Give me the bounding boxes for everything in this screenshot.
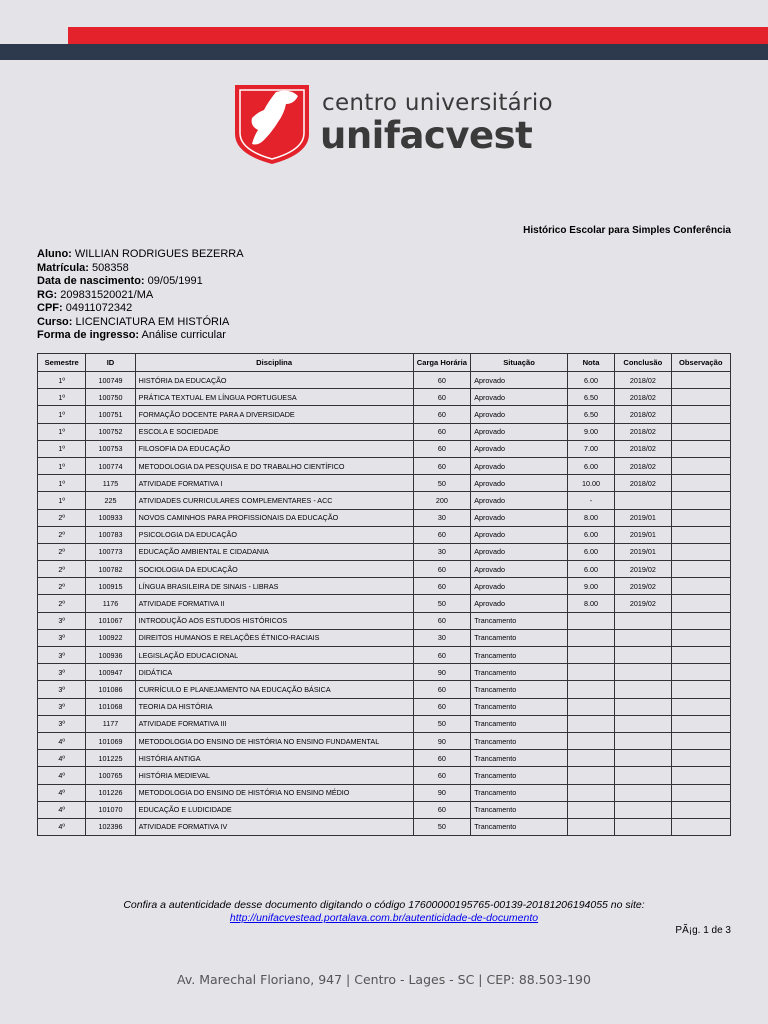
table-cell: 50	[413, 595, 471, 612]
table-cell: Trancamento	[471, 647, 568, 664]
table-cell: 2018/02	[615, 372, 671, 389]
table-cell: 3º	[38, 629, 86, 646]
column-header: ID	[86, 354, 135, 372]
table-cell: Trancamento	[471, 784, 568, 801]
table-cell: Aprovado	[471, 457, 568, 474]
table-cell: 1º	[38, 475, 86, 492]
brand-line-2: unifacvest	[320, 114, 533, 157]
table-row	[38, 440, 731, 457]
table-cell	[567, 681, 614, 698]
table-cell: 6.00	[567, 457, 614, 474]
table-cell: 2018/02	[615, 406, 671, 423]
table-cell	[671, 509, 730, 526]
table-cell	[671, 681, 730, 698]
table-cell: 3º	[38, 715, 86, 732]
column-header: Carga Horária	[413, 354, 471, 372]
table-cell: ESCOLA E SOCIEDADE	[135, 423, 413, 440]
table-cell: Trancamento	[471, 681, 568, 698]
table-cell: 100752	[86, 423, 135, 440]
table-cell: 100749	[86, 372, 135, 389]
table-cell: 200	[413, 492, 471, 509]
table-row	[38, 784, 731, 801]
table-cell	[671, 389, 730, 406]
table-cell: 60	[413, 457, 471, 474]
column-header: Disciplina	[135, 354, 413, 372]
table-cell: FILOSOFIA DA EDUCAÇÃO	[135, 440, 413, 457]
table-cell: 100783	[86, 526, 135, 543]
table-cell: 101067	[86, 612, 135, 629]
table-cell: 3º	[38, 698, 86, 715]
table-cell: 60	[413, 681, 471, 698]
table-cell	[615, 715, 671, 732]
table-cell: Aprovado	[471, 526, 568, 543]
table-row	[38, 509, 731, 526]
table-row	[38, 423, 731, 440]
table-cell: Trancamento	[471, 698, 568, 715]
table-cell	[615, 784, 671, 801]
table-cell: 2019/02	[615, 578, 671, 595]
table-cell: 90	[413, 732, 471, 749]
table-cell	[615, 818, 671, 835]
table-cell: 60	[413, 526, 471, 543]
table-cell: 2018/02	[615, 475, 671, 492]
header-red-stripe	[68, 27, 768, 44]
table-cell: 30	[413, 543, 471, 560]
table-cell	[567, 767, 614, 784]
table-cell	[567, 750, 614, 767]
table-cell: Aprovado	[471, 543, 568, 560]
document-title: Histórico Escolar para Simples Conferência	[523, 225, 731, 236]
table-cell: Aprovado	[471, 372, 568, 389]
table-cell: Trancamento	[471, 664, 568, 681]
table-cell: 1º	[38, 423, 86, 440]
label: Matrícula:	[37, 261, 89, 274]
table-cell	[567, 784, 614, 801]
table-cell: METODOLOGIA DA PESQUISA E DO TRABALHO CIENTÍFICO	[135, 457, 413, 474]
table-cell: 60	[413, 767, 471, 784]
table-cell: 30	[413, 509, 471, 526]
table-row	[38, 750, 731, 767]
table-row	[38, 732, 731, 749]
birth-value: 09/05/1991	[147, 275, 203, 287]
table-row	[38, 526, 731, 543]
table-cell: Trancamento	[471, 818, 568, 835]
table-cell: 1º	[38, 406, 86, 423]
table-row	[38, 492, 731, 509]
table-cell: 2º	[38, 543, 86, 560]
table-row	[38, 595, 731, 612]
table-cell: 2º	[38, 526, 86, 543]
student-name: WILLIAN RODRIGUES BEZERRA	[74, 248, 244, 260]
table-cell	[615, 681, 671, 698]
table-cell: 6.00	[567, 561, 614, 578]
table-cell: 8.00	[567, 595, 614, 612]
table-cell: 100751	[86, 406, 135, 423]
table-row	[38, 681, 731, 698]
column-header: Nota	[567, 354, 614, 372]
table-cell: 1176	[86, 595, 135, 612]
table-cell	[671, 595, 730, 612]
table-cell: 60	[413, 698, 471, 715]
table-cell: 2019/01	[615, 543, 671, 560]
table-cell	[671, 440, 730, 457]
student-info	[37, 248, 244, 343]
table-cell: Trancamento	[471, 732, 568, 749]
table-cell	[615, 767, 671, 784]
table-cell: 3º	[38, 647, 86, 664]
table-cell: METODOLOGIA DO ENSINO DE HISTÓRIA NO ENSINO FUNDAMENTAL	[135, 732, 413, 749]
table-cell: 2019/02	[615, 595, 671, 612]
student-name-row	[37, 248, 244, 262]
table-cell	[671, 629, 730, 646]
table-cell: 225	[86, 492, 135, 509]
table-cell: 101086	[86, 681, 135, 698]
course-row	[37, 316, 244, 330]
grades-table	[37, 353, 731, 836]
table-cell: ATIVIDADE FORMATIVA I	[135, 475, 413, 492]
table-cell	[671, 543, 730, 560]
table-cell: 60	[413, 801, 471, 818]
table-cell	[671, 578, 730, 595]
course-value: LICENCIATURA EM HISTÓRIA	[75, 315, 230, 328]
table-cell	[671, 423, 730, 440]
birth-row	[37, 275, 244, 289]
table-cell: Trancamento	[471, 612, 568, 629]
table-cell	[567, 647, 614, 664]
table-cell: SOCIOLOGIA DA EDUCAÇÃO	[135, 561, 413, 578]
table-cell	[671, 715, 730, 732]
table-cell: 60	[413, 440, 471, 457]
cpf-row	[37, 302, 244, 316]
enrollment-value: 508358	[92, 261, 129, 274]
table-cell: 2018/02	[615, 440, 671, 457]
table-cell: 3º	[38, 664, 86, 681]
table-cell	[671, 526, 730, 543]
table-cell: EDUCAÇÃO AMBIENTAL E CIDADANIA	[135, 543, 413, 560]
table-cell: Trancamento	[471, 629, 568, 646]
table-cell: 60	[413, 406, 471, 423]
table-cell: 100936	[86, 647, 135, 664]
table-cell: 60	[413, 423, 471, 440]
table-cell	[671, 372, 730, 389]
unifacvest-logo	[232, 82, 553, 166]
table-cell: HISTÓRIA ANTIGA	[135, 750, 413, 767]
table-cell: Aprovado	[471, 595, 568, 612]
table-cell: Trancamento	[471, 801, 568, 818]
entry-row	[37, 329, 244, 343]
table-cell: 100922	[86, 629, 135, 646]
table-cell: 3º	[38, 681, 86, 698]
table-cell	[671, 767, 730, 784]
table-row	[38, 629, 731, 646]
header-navy-stripe	[0, 44, 768, 60]
rg-row	[37, 289, 244, 303]
table-row	[38, 612, 731, 629]
table-cell: 4º	[38, 767, 86, 784]
table-cell: 100750	[86, 389, 135, 406]
table-cell: 4º	[38, 801, 86, 818]
table-cell: INTRODUÇÃO AOS ESTUDOS HISTÓRICOS	[135, 612, 413, 629]
table-cell: LEGISLAÇÃO EDUCACIONAL	[135, 647, 413, 664]
table-cell: 100753	[86, 440, 135, 457]
table-cell	[671, 647, 730, 664]
table-cell: 1175	[86, 475, 135, 492]
table-cell: 2018/02	[615, 389, 671, 406]
table-cell: 2º	[38, 561, 86, 578]
label: RG:	[37, 288, 58, 301]
table-cell	[671, 801, 730, 818]
table-cell: 1177	[86, 715, 135, 732]
table-cell	[615, 612, 671, 629]
table-cell	[615, 629, 671, 646]
table-row	[38, 475, 731, 492]
verify-text: Confira a autenticidade desse documento digitando o código 17600000195765-00139-20181206194055 no site:	[123, 899, 645, 911]
table-cell: 3º	[38, 612, 86, 629]
table-cell: 101070	[86, 801, 135, 818]
table-cell: 60	[413, 389, 471, 406]
table-header-row	[38, 354, 731, 372]
table-cell: HISTÓRIA MEDIEVAL	[135, 767, 413, 784]
table-cell: 100915	[86, 578, 135, 595]
table-cell: 50	[413, 475, 471, 492]
table-cell: 2018/02	[615, 423, 671, 440]
table-cell: 6.00	[567, 526, 614, 543]
table-row	[38, 767, 731, 784]
table-cell: 101225	[86, 750, 135, 767]
table-cell: 101068	[86, 698, 135, 715]
table-cell	[671, 750, 730, 767]
table-cell: 60	[413, 647, 471, 664]
table-cell: 60	[413, 372, 471, 389]
table-cell: Aprovado	[471, 561, 568, 578]
table-cell: 2º	[38, 578, 86, 595]
table-cell	[671, 492, 730, 509]
table-cell: 100933	[86, 509, 135, 526]
table-cell: 6.50	[567, 389, 614, 406]
page-number: PÃ¡g. 1 de 3	[675, 925, 731, 936]
table-cell	[671, 698, 730, 715]
table-cell: 7.00	[567, 440, 614, 457]
table-cell: Trancamento	[471, 715, 568, 732]
column-header: Situação	[471, 354, 568, 372]
table-row	[38, 389, 731, 406]
table-cell: 9.00	[567, 423, 614, 440]
table-cell	[671, 818, 730, 835]
table-cell: TEORIA DA HISTÓRIA	[135, 698, 413, 715]
table-cell	[615, 750, 671, 767]
table-cell: ATIVIDADE FORMATIVA IV	[135, 818, 413, 835]
table-cell: 60	[413, 578, 471, 595]
table-cell: Aprovado	[471, 509, 568, 526]
table-cell: 1º	[38, 372, 86, 389]
column-header: Observação	[671, 354, 730, 372]
table-row	[38, 406, 731, 423]
table-cell: 100774	[86, 457, 135, 474]
table-cell: EDUCAÇÃO E LUDICIDADE	[135, 801, 413, 818]
table-cell: Aprovado	[471, 389, 568, 406]
table-cell: 2º	[38, 509, 86, 526]
table-row	[38, 561, 731, 578]
verify-link[interactable]: http://unifacvestead.portalava.com.br/autenticidade-de-documento	[229, 912, 539, 924]
table-cell	[671, 664, 730, 681]
table-cell: 1º	[38, 440, 86, 457]
table-cell: Aprovado	[471, 475, 568, 492]
table-cell: CURRÍCULO E PLANEJAMENTO NA EDUCAÇÃO BÁSICA	[135, 681, 413, 698]
label: CPF:	[37, 302, 63, 314]
label: Curso:	[37, 315, 73, 328]
table-cell	[671, 561, 730, 578]
column-header: Conclusão	[615, 354, 671, 372]
table-cell	[671, 406, 730, 423]
table-cell: 9.00	[567, 578, 614, 595]
table-cell: HISTÓRIA DA EDUCAÇÃO	[135, 372, 413, 389]
table-cell	[615, 732, 671, 749]
table-cell	[567, 698, 614, 715]
table-cell: 2019/02	[615, 561, 671, 578]
table-row	[38, 647, 731, 664]
table-cell: 60	[413, 750, 471, 767]
table-cell	[615, 647, 671, 664]
table-cell: 102396	[86, 818, 135, 835]
table-cell: 6.00	[567, 543, 614, 560]
table-cell: 60	[413, 612, 471, 629]
label: Aluno:	[37, 248, 72, 260]
table-cell: 8.00	[567, 509, 614, 526]
table-cell: Aprovado	[471, 492, 568, 509]
table-cell: 101226	[86, 784, 135, 801]
table-cell: 2019/01	[615, 509, 671, 526]
table-row	[38, 801, 731, 818]
table-cell: PSICOLOGIA DA EDUCAÇÃO	[135, 526, 413, 543]
brand-line-1: centro universitário	[322, 90, 553, 116]
table-cell: Aprovado	[471, 423, 568, 440]
table-cell	[615, 664, 671, 681]
table-cell: NOVOS CAMINHOS PARA PROFISSIONAIS DA EDUCAÇÃO	[135, 509, 413, 526]
table-cell: 60	[413, 561, 471, 578]
table-cell: Trancamento	[471, 767, 568, 784]
footer-address: Av. Marechal Floriano, 947 | Centro - Lages - SC | CEP: 88.503-190	[177, 972, 591, 987]
table-cell: 50	[413, 715, 471, 732]
table-cell: 1º	[38, 492, 86, 509]
enrollment-row	[37, 262, 244, 276]
table-cell: 4º	[38, 750, 86, 767]
entry-value: Análise curricular	[141, 329, 226, 341]
table-cell: 30	[413, 629, 471, 646]
table-cell: 90	[413, 784, 471, 801]
table-cell: 10.00	[567, 475, 614, 492]
table-cell	[567, 612, 614, 629]
cpf-value: 04911072342	[65, 302, 133, 314]
table-row	[38, 818, 731, 835]
table-row	[38, 664, 731, 681]
table-cell: 50	[413, 818, 471, 835]
table-cell	[671, 475, 730, 492]
table-row	[38, 715, 731, 732]
table-cell: -	[567, 492, 614, 509]
table-cell	[567, 732, 614, 749]
table-cell	[567, 629, 614, 646]
table-row	[38, 578, 731, 595]
table-cell: 4º	[38, 732, 86, 749]
table-cell: DIREITOS HUMANOS E RELAÇÕES ÉTNICO-RACIAIS	[135, 629, 413, 646]
table-cell	[615, 492, 671, 509]
rg-value: 209831520021/MA	[60, 288, 154, 301]
table-cell: 100947	[86, 664, 135, 681]
table-cell: 2º	[38, 595, 86, 612]
table-cell: Aprovado	[471, 578, 568, 595]
table-cell	[567, 715, 614, 732]
table-row	[38, 372, 731, 389]
table-cell: 1º	[38, 389, 86, 406]
table-cell: 2018/02	[615, 457, 671, 474]
table-cell: METODOLOGIA DO ENSINO DE HISTÓRIA NO ENSINO MÉDIO	[135, 784, 413, 801]
table-cell: LÍNGUA BRASILEIRA DE SINAIS - LIBRAS	[135, 578, 413, 595]
table-cell: DIDÁTICA	[135, 664, 413, 681]
table-cell	[671, 457, 730, 474]
label: Data de nascimento:	[37, 275, 145, 287]
table-cell: 101069	[86, 732, 135, 749]
table-cell	[615, 801, 671, 818]
shield-logo-icon	[232, 82, 312, 166]
table-cell	[671, 784, 730, 801]
table-cell: 1º	[38, 457, 86, 474]
column-header: Semestre	[38, 354, 86, 372]
table-cell: Trancamento	[471, 750, 568, 767]
table-cell: Aprovado	[471, 406, 568, 423]
table-cell: 6.00	[567, 372, 614, 389]
table-cell	[671, 732, 730, 749]
table-cell: ATIVIDADES CURRICULARES COMPLEMENTARES - ACC	[135, 492, 413, 509]
table-cell: 100773	[86, 543, 135, 560]
table-cell	[567, 664, 614, 681]
table-cell	[567, 801, 614, 818]
table-cell: 4º	[38, 784, 86, 801]
table-cell: FORMAÇÃO DOCENTE PARA A DIVERSIDADE	[135, 406, 413, 423]
table-row	[38, 698, 731, 715]
table-cell: 6.50	[567, 406, 614, 423]
table-cell	[567, 818, 614, 835]
table-cell: 100782	[86, 561, 135, 578]
table-cell: 4º	[38, 818, 86, 835]
table-cell: 90	[413, 664, 471, 681]
label: Forma de ingresso:	[37, 329, 140, 341]
table-cell	[671, 612, 730, 629]
table-cell: 2019/01	[615, 526, 671, 543]
table-cell: Aprovado	[471, 440, 568, 457]
table-cell: ATIVIDADE FORMATIVA III	[135, 715, 413, 732]
table-row	[38, 543, 731, 560]
authenticity-notice	[0, 899, 768, 925]
table-cell	[615, 698, 671, 715]
table-cell: PRÁTICA TEXTUAL EM LÍNGUA PORTUGUESA	[135, 389, 413, 406]
table-cell: 100765	[86, 767, 135, 784]
table-row	[38, 457, 731, 474]
table-cell: ATIVIDADE FORMATIVA II	[135, 595, 413, 612]
